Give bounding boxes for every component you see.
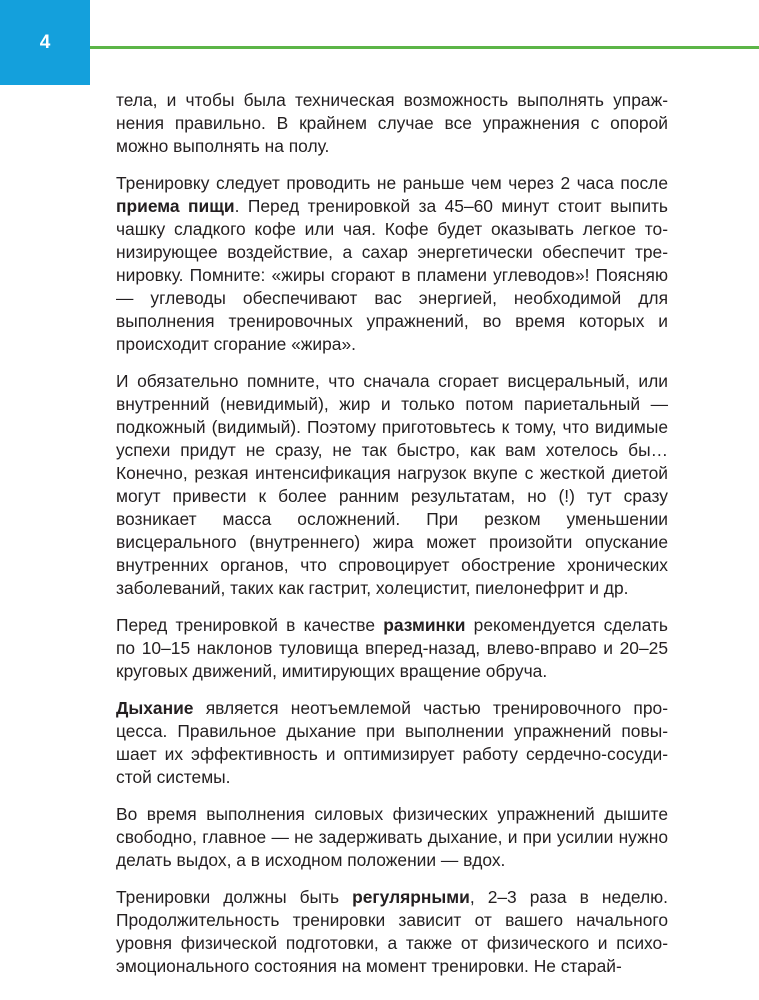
text-run: Тренировку следует проводить не раньше чем через 2 часа после	[116, 173, 668, 193]
paragraph	[116, 172, 668, 356]
text-run: , 2–3 раза в неделю. Продолжительность тренировки зависит от вашего начального уровня физической подготовки, а также от физического и психоэмоционального состояния на момент тренировки. Не старай-	[116, 887, 669, 976]
page-number: 4	[39, 31, 51, 53]
text-run: Перед тренировкой в качестве	[116, 615, 384, 635]
text-run: Тренировки должны быть	[116, 887, 353, 907]
paragraph	[116, 697, 668, 789]
text-run: . Перед тренировкой за 45–60 минут стоит выпить чашку сладкого кофе или чая. Кофе будет оказывать легкое тонизирующее воздействие, а сахар энергетически обеспечит тренировку. Помните: «жиры сгорают в пламени углеводов»! Поясняю — углеводы обеспечивают вас энергией, необходимой для выполнения тренировочных упражнений, во время которых и происходит сгорание «жира».	[116, 196, 668, 354]
paragraph	[116, 803, 668, 872]
header-rule	[90, 46, 759, 49]
emphasis-term: разминки	[383, 615, 466, 635]
body-text	[116, 89, 668, 992]
text-run: тела, и чтобы была техническая возможность выполнять упражнения правильно. В крайнем случае все упражнения с опорой можно выполнять на полу.	[116, 90, 668, 156]
page-number-badge	[0, 0, 90, 85]
text-run: Во время выполнения силовых физических упражнений дышите свободно, главное — не задерживать дыхание, и при усилии нужно делать выдох, а в исходном положении — вдох.	[116, 804, 668, 870]
emphasis-term: приема пищи	[116, 196, 235, 216]
emphasis-term: регулярными	[352, 887, 470, 907]
paragraph	[116, 89, 668, 158]
paragraph	[116, 614, 668, 683]
text-run: И обязательно помните, что сначала сгорает висцеральный, или внутренний (невидимый), жир и только потом париетальный — подкожный (видимый). Поэтому приготовьтесь к тому, что видимые успехи придут не сразу, не так быстро, как вам хотелось бы… Конечно, резкая интенсификация нагрузок вкупе с жесткой диетой могут привести к более ранним результатам, но (!) тут сразу возникает масса осложнений. При резком уменьшении висцерального (внутреннего) жира может произойти опускание внутренних органов, что спровоцирует обострение хронических заболеваний, таких как гастрит, холецистит, пиелонефрит и др.	[116, 371, 668, 598]
paragraph	[116, 370, 668, 600]
paragraph	[116, 886, 668, 978]
text-run: рекомендуется сделать по 10–15 наклонов туловища вперед-назад, влево-вправо и 20–25 круговых движений, имитирующих вращение обруча.	[116, 615, 668, 681]
text-run: является неотъемлемой частью тренировочного процесса. Правильное дыхание при выполнении упражнений повышает их эффективность и оптимизирует работу сердечно-сосудистой системы.	[116, 698, 668, 787]
emphasis-term: Дыхание	[116, 698, 194, 718]
